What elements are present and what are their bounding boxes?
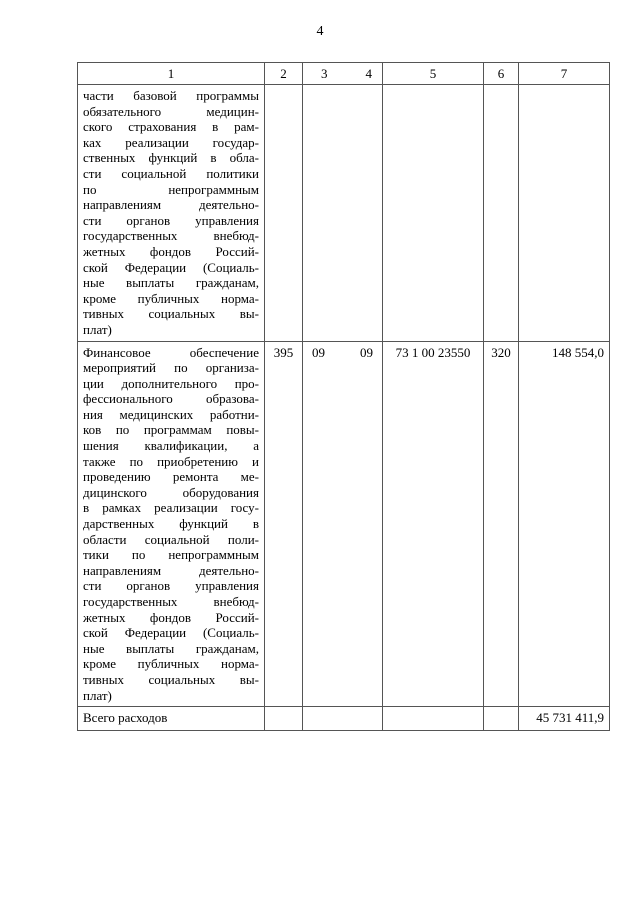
description-line: части базовой программы [83,88,259,103]
row-description [78,85,265,342]
description-line: государственных внебюд- [83,228,259,244]
header-col-7: 7 [519,63,610,85]
header-col-4: 4 [365,65,372,81]
description-line: ков по программам повы- [83,422,259,438]
cell-section-subsection [303,341,383,707]
description-line: ственных функций в обла- [83,150,259,166]
total-empty-cell [383,707,484,731]
description-line: жетных фондов Россий- [83,243,259,259]
description-line: жетных фондов Россий- [83,609,259,625]
header-col-1: 1 [78,63,265,85]
description-line: ния медицинских работни- [83,406,259,422]
description-line: кроме публичных норма- [83,290,259,306]
header-col-3-4 [303,63,383,85]
description-line: плат) [83,321,112,337]
description-line: фессионального образова- [83,391,259,407]
description-line: проведению ремонта ме- [83,469,259,485]
description-line: плат) [83,687,112,703]
description-line: обязательного медицин- [83,103,259,119]
total-empty-cell [303,707,383,731]
description-line: ской Федерации (Социаль- [83,625,259,641]
cell-target-article: 73 1 00 23550 [383,341,484,707]
description-line: дарственных функций в [83,516,259,532]
description-line: тивных социальных вы- [83,671,259,687]
description-line: кроме публичных норма- [83,656,259,672]
total-empty-cell [484,707,519,731]
description-line: по непрограммным [83,181,259,197]
total-label: Всего расходов [78,707,265,731]
description-line: государственных внебюд- [83,594,259,609]
description-line: Финансовое обеспечение [83,344,259,360]
description-line: ные выплаты гражданам, [83,275,259,291]
cell-expense-type [484,85,519,342]
description-line: также по приобретению и [83,453,259,469]
cell-section: 09 [312,344,325,360]
table-row [78,341,610,707]
description-line: ской Федерации (Социаль- [83,259,259,275]
description-line: шения квалификации, а [83,438,259,454]
header-col-6: 6 [484,63,519,85]
cell-target-article [383,85,484,342]
description-line: сти органов управления [83,212,259,228]
description-line: мероприятий по организа- [83,360,259,376]
description-line: ции дополнительного про- [83,375,259,391]
cell-amount [519,85,610,342]
cell-ministry: 395 [265,341,303,707]
description-line: ского страхования в рам- [83,119,259,135]
header-col-2: 2 [265,63,303,85]
cell-subsection: 09 [360,344,373,360]
description-line: тики по непрограммным [83,547,259,563]
total-row [78,707,610,731]
description-line: тивных социальных вы- [83,306,259,322]
description-line: ках реализации государ- [83,134,259,150]
cell-section-subsection [303,85,383,342]
description-line: дицинского оборудования [83,484,259,500]
table-header-row [78,63,610,85]
cell-amount: 148 554,0 [519,341,610,707]
expenditure-table [77,62,610,731]
cell-expense-type: 320 [484,341,519,707]
description-line: в рамках реализации госу- [83,500,259,516]
description-line: сти социальной политики [83,165,259,181]
description-line: ные выплаты гражданам, [83,640,259,656]
description-line: сти органов управления [83,578,259,594]
description-line: направлениям деятельно- [83,562,259,578]
total-empty-cell [265,707,303,731]
total-value: 45 731 411,9 [519,707,610,731]
page-number: 4 [316,24,324,39]
table-row [78,85,610,342]
description-line: области социальной поли- [83,531,259,547]
header-col-5: 5 [383,63,484,85]
header-col-3: 3 [321,65,328,81]
description-line: направлениям деятельно- [83,197,259,213]
cell-ministry [265,85,303,342]
row-description [78,341,265,707]
